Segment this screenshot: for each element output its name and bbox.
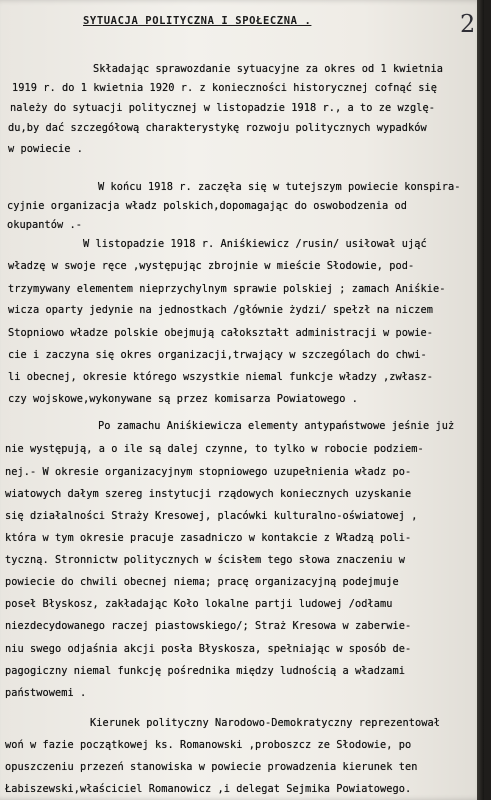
text-line: Po zamachu Aniśkiewicza elementy antypaństwowe jeśnie już [98, 420, 455, 432]
text-line: Kierunek polityczny Narodowo-Demokratyczny reprezentował [90, 717, 440, 729]
text-line: czy wojskowe,wykonywane są przez komisarza Powiatowego . [8, 393, 358, 405]
text-line: cyjnie organizacja władz polskich,dopomagając do oswobodzenia od [7, 200, 407, 212]
text-line: wicza oparty jedynie na jednostkach /głównie żydzi/ spełzł na niczem [8, 304, 433, 316]
text-line: Stopniowo władze polskie obejmują całokształt administracji w powie- [8, 327, 433, 339]
text-line: woń w fazie początkowej ks. Romanowski ,proboszcz ze Słodowie, po [5, 739, 412, 751]
text-line: w powiecie . [8, 143, 83, 155]
text-line: niezdecydowanego raczej piastowskiego/; Straż Kresowa w zaberwie- [5, 620, 412, 632]
text-line: trzymywany elementem nieprzychylnym sprawie polskiej ; zamach Aniśkie- [8, 283, 446, 295]
text-line: Składając sprawozdanie sytuacyjne za okres od 1 kwietnia [93, 63, 443, 75]
text-line: W listopadzie 1918 r. Aniśkiewicz /rusin/ usiłował ująć [83, 238, 427, 250]
text-line: należy do sytuacji politycznej w listopadzie 1918 r., a to ze wzglę- [10, 102, 435, 114]
text-line: cie i zaczyna się okres organizacji,trwający w szczególach do chwi- [8, 349, 427, 361]
text-line: powiecie do chwili obecnej niema; pracę organizacyjną podejmuje [5, 576, 399, 588]
page-number: 2 [460, 10, 476, 38]
text-line: nie występują, a o ile są dalej czynne, to tylko w robocie podziem- [5, 443, 424, 455]
text-line: W końcu 1918 r. zaczęła się w tutejszym powiecie konspira- [98, 181, 461, 193]
text-line: pagogiczny niemal funkcję pośrednika między ludnością a władzami [5, 665, 405, 677]
text-line: opuszczeniu przezeń stanowiska w powiecie prowadzenia kierunek ten [5, 761, 418, 773]
text-line: wiatowych dałym szereg instytucji rządowych koniecznych uzyskanie [5, 488, 412, 500]
text-line: się działalności Straży Kresowej, placówki kulturalno-oświatowej , [5, 510, 418, 522]
text-line: okupantów .- [7, 219, 82, 231]
text-line: Łabiszewski,właściciel Romanowicz ,i delegat Sejmika Powiatowego. [5, 783, 412, 795]
document-heading: SYTUACJA POLITYCZNA I SPOŁECZNA . [83, 15, 312, 27]
text-line: li obecnej, okresie którego wszystkie niemal funkcje władzy ,zwłasz- [8, 371, 433, 383]
text-line: władzę w swoje ręce ,występując zbrojnie w mieście Słodowie, pod- [8, 260, 415, 272]
text-line: państwowemi . [5, 687, 87, 699]
text-line: du,by dać szczegółową charakterystykę rozwoju politycznych wypadków [8, 122, 427, 134]
text-line: tyczną. Stronnictw politycznych w ścisłem tego słowa znaczeniu w [5, 554, 405, 566]
text-line: poseł Błyskosz, zakładając Koło lokalne partji ludowej /odłamu [5, 598, 393, 610]
text-line: niu swego odjaśnia akcji posła Błyskosza, spełniając w sposób de- [5, 643, 412, 655]
text-line: która w tym okresie pracuje zasadniczo w kontakcie z Władzą poli- [5, 532, 412, 544]
page-edge-shadow [477, 0, 484, 800]
text-line: nej.- W okresie organizacyjnym stopniowego uzupełnienia władz po- [5, 466, 412, 478]
text-line: 1919 r. do 1 kwietnia 1920 r. z konieczności historycznej cofnąć się [12, 82, 437, 94]
